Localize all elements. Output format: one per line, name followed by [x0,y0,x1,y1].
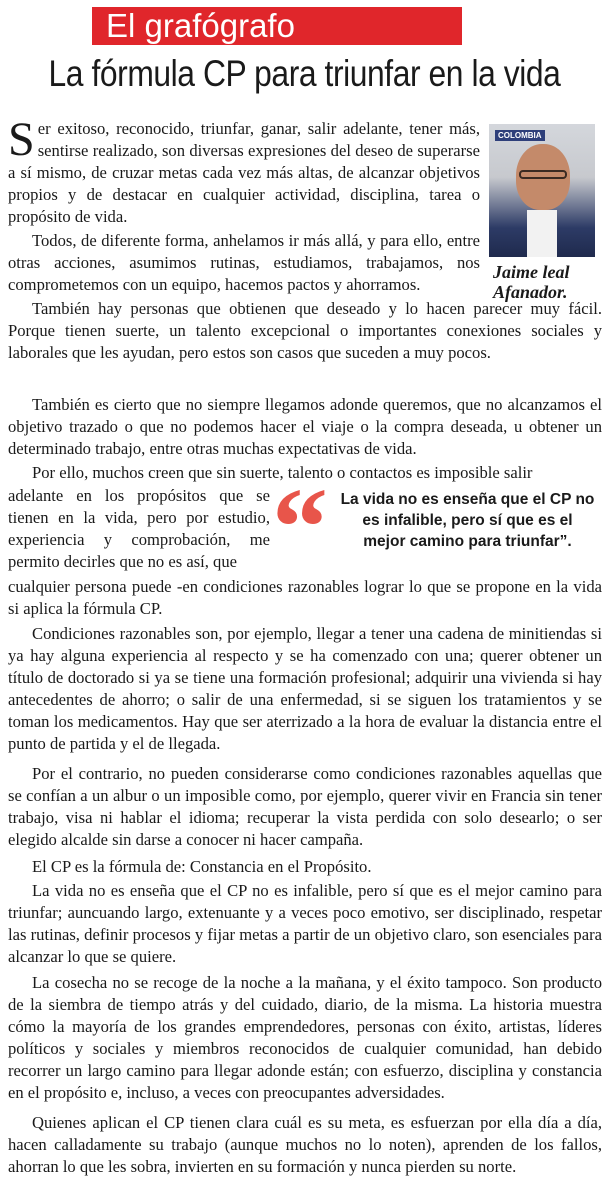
paragraph-8: El CP es la fórmula de: Constancia en el Propósito. [32,857,372,876]
paragraph-5c: cualquier persona puede -en condiciones razonables lograr lo que se propone en la vida si aplica la fórmula CP. [8,577,602,619]
paragraph-10: La cosecha no se recoge de la noche a la mañana, y el éxito tampoco. Son producto de la siembra de tiempo atrás y del cuidado, diario, de la misma. La historia muestra cómo la mayoría de los grandes emprendedores, personas con éxito, artistas, líderes políticos y sociales y miembros reconocidos de cualquier comunidad, han debido recorrer un largo camino para llegar adonde están; con esfuerzo, disciplina y constancia en el propósito e, incluso, a veces con preocupantes adversidades. [8,973,602,1103]
article-headline: La fórmula CP para triunfar en la vida [48,53,561,94]
paragraph-1 [8,113,480,228]
paragraph-11: Quienes aplican el CP tienen clara cuál es su meta, es esfuerzan por ella día a día, hacen calladamente su trabajo (aunque muchos no lo noten), aprenden de los fallos, ahorran lo que les sobra, invierten en su formación y nunca pierden su norte. [8,1113,602,1177]
paragraph-3: También hay personas que obtienen que deseado y lo hacen parecer muy fácil. Porque tienen suerte, un talento excepcional o importantes conexiones sociales y laborales que les ayudan, pero estos son casos que suceden a muy pocos. [8,299,602,363]
paragraph-5b: adelante en los propósitos que se tienen en la vida, pero por estudio, experiencia y comprobación, me permito decirles que no es así, que [8,486,270,572]
section-banner: El grafógrafo [92,7,462,45]
paragraph-2: Todos, de diferente forma, anhelamos ir más allá, y para ello, entre otras acciones, asumimos rutinas, estudiamos, trabajamos, nos comprometemos con un equipo, hacemos pactos y ahorramos. [8,231,480,295]
author-shirt [527,210,557,257]
author-byline [493,262,603,302]
author-name-line1: Jaime leal [493,262,570,282]
author-photo [489,124,595,257]
paragraph-7: Por el contrario, no pueden considerarse como condiciones razonables aquellas que se confían a un albur o un imposible como, por ejemplo, querer vivir en Francia sin tener trabajo, visa ni hablar el idioma; recuperar la vista perdida con solo desearlo; o ser elegido alcalde sin darse a conocer ni hacer campaña. [8,764,602,850]
glasses-icon [519,170,567,179]
pull-quote: La vida no es enseña que el CP no es infalible, pero sí que es el mejor camino para triunfar”. [340,491,595,550]
paragraph-4: También es cierto que no siempre llegamos adonde queremos, que no alcanzamos el objetivo trazado o que no podemos hacer el viaje o la compra deseada, u obtener un determinado trabajo, entre otras muchas expectativas de vida. [8,395,602,459]
paragraph-6: Condiciones razonables son, por ejemplo, llegar a tener una cadena de minitiendas si ya hay alguna experiencia al respecto y se ha comenzado con una; querer obtener un título de doctorado si ya se tiene una formación profesional; adquirir una vivienda si hay antecedentes de ahorro; o salir de una enfermedad, si se siguen los tratamientos y se toman los medicamentos. Hay que ser aterrizado a la hora de evaluar la distancia entre el punto de partida y el de llegada. [8,624,602,754]
photo-tag: COLOMBIA [495,130,545,141]
author-name-line2: Afanador. [493,282,568,302]
paragraph-9: La vida no es enseña que el CP no es infalible, pero sí que es el mejor camino para triunfar; auncuando largo, extenuante y a veces poco emotivo, ser disciplinado, respetar las rutinas, definir procesos y fijar metas a partir de un objetivo claro, son esenciales para alcanzar lo que se quiere. [8,881,602,967]
quote-mark-icon: “ [272,466,328,590]
paragraph-1-text: er exitoso, reconocido, triunfar, ganar, salir adelante, tener más, sentirse realizado, son diversas expresiones del deseo de superarse a sí mismo, de cruzar metas cada vez más altas, de alcanzar objetivos propios y de destacar en cualquier actividad, disciplina, tarea o propósito de vida. [8,119,480,227]
drop-cap: S [8,113,35,166]
paragraph-5a: Por ello, muchos creen que sin suerte, talento o contactos es imposible salir [32,463,533,482]
